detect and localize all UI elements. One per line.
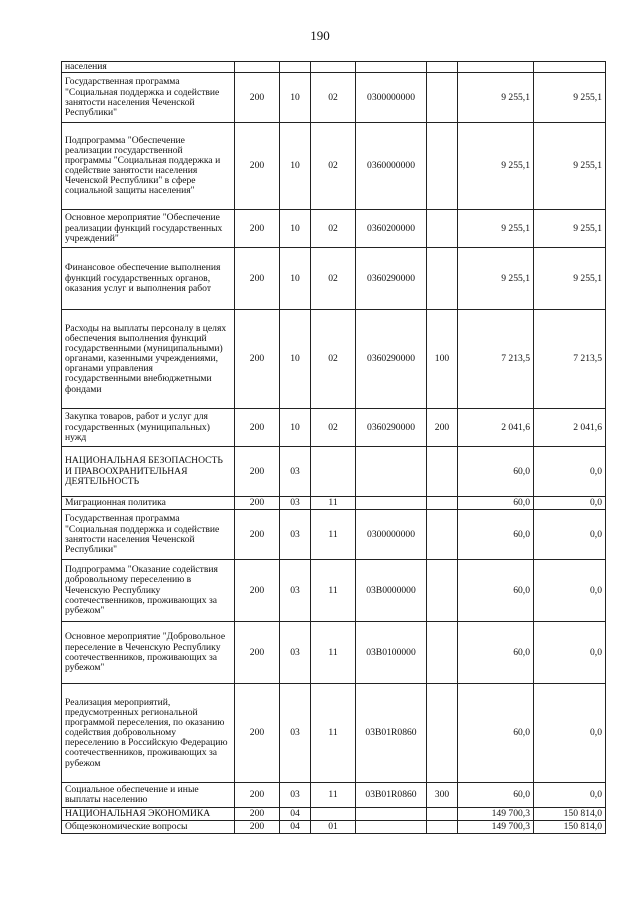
amount-year2-cell <box>534 62 606 73</box>
section-code-cell: 10 <box>280 210 311 248</box>
target-article-cell: 0360290000 <box>356 409 427 447</box>
amount-year1-cell: 60,0 <box>458 560 534 622</box>
target-article-cell: 0300000000 <box>356 510 427 560</box>
section-code-cell: 10 <box>280 73 311 123</box>
amount-year1-cell: 7 213,5 <box>458 310 534 409</box>
ved-code-cell: 200 <box>235 808 280 821</box>
ved-code-cell: 200 <box>235 447 280 497</box>
budget-table <box>61 61 606 834</box>
target-article-cell: 03В0100000 <box>356 622 427 684</box>
row-name-cell: Подпрограмма "Обеспечение реализации государственной программы "Социальная поддержка и содействие занятости населения Чеченской Республики" в сфере социальной защиты населения" <box>62 123 235 210</box>
row-name-cell: Основное мероприятие "Обеспечение реализации функций государственных учреждений" <box>62 210 235 248</box>
amount-year1-cell: 60,0 <box>458 447 534 497</box>
section-code-cell: 03 <box>280 560 311 622</box>
table-row <box>62 210 606 248</box>
target-article-cell <box>356 447 427 497</box>
target-article-cell: 03В0000000 <box>356 560 427 622</box>
expense-type-cell <box>427 510 458 560</box>
table-row <box>62 783 606 808</box>
expense-type-cell <box>427 684 458 783</box>
row-name-cell: НАЦИОНАЛЬНАЯ ЭКОНОМИКА <box>62 808 235 821</box>
subsection-code-cell: 11 <box>311 622 356 684</box>
target-article-cell: 0360200000 <box>356 210 427 248</box>
expense-type-cell: 300 <box>427 783 458 808</box>
row-name-cell: Подпрограмма "Оказание содействия добровольному переселению в Чеченскую Республику соотечественников, проживающих за рубежом" <box>62 560 235 622</box>
amount-year2-cell: 9 255,1 <box>534 73 606 123</box>
expense-type-cell <box>427 821 458 834</box>
table-row <box>62 560 606 622</box>
ved-code-cell: 200 <box>235 409 280 447</box>
table-row <box>62 622 606 684</box>
amount-year2-cell: 0,0 <box>534 560 606 622</box>
target-article-cell <box>356 62 427 73</box>
section-code-cell: 04 <box>280 808 311 821</box>
section-code-cell: 10 <box>280 409 311 447</box>
table-body <box>62 62 606 834</box>
target-article-cell: 0360290000 <box>356 310 427 409</box>
subsection-code-cell: 11 <box>311 510 356 560</box>
row-name-cell: Расходы на выплаты персоналу в целях обеспечения выполнения функций государственными (муниципальными) органами, казенными учреждениями, органами управления государственными внебюджетными фондами <box>62 310 235 409</box>
subsection-code-cell <box>311 447 356 497</box>
amount-year2-cell: 0,0 <box>534 622 606 684</box>
ved-code-cell: 200 <box>235 783 280 808</box>
amount-year2-cell: 0,0 <box>534 447 606 497</box>
expense-type-cell <box>427 447 458 497</box>
row-name-cell: Реализация мероприятий, предусмотренных региональной программой переселения, по оказанию содействия добровольному переселению в Российскую Федерацию соотечественников, проживающих за рубежом <box>62 684 235 783</box>
amount-year1-cell: 60,0 <box>458 622 534 684</box>
table-row <box>62 447 606 497</box>
subsection-code-cell: 02 <box>311 409 356 447</box>
subsection-code-cell: 02 <box>311 310 356 409</box>
section-code-cell: 04 <box>280 821 311 834</box>
subsection-code-cell: 11 <box>311 684 356 783</box>
expense-type-cell: 100 <box>427 310 458 409</box>
section-code-cell: 10 <box>280 248 311 310</box>
amount-year2-cell: 9 255,1 <box>534 123 606 210</box>
ved-code-cell: 200 <box>235 497 280 510</box>
section-code-cell: 03 <box>280 510 311 560</box>
subsection-code-cell: 11 <box>311 497 356 510</box>
ved-code-cell: 200 <box>235 821 280 834</box>
row-name-cell: Государственная программа "Социальная поддержка и содействие занятости населения Чеченской Республики" <box>62 510 235 560</box>
subsection-code-cell: 11 <box>311 560 356 622</box>
ved-code-cell <box>235 62 280 73</box>
ved-code-cell: 200 <box>235 684 280 783</box>
row-name-cell: Миграционная политика <box>62 497 235 510</box>
section-code-cell <box>280 62 311 73</box>
table-row <box>62 808 606 821</box>
amount-year1-cell: 9 255,1 <box>458 210 534 248</box>
ved-code-cell: 200 <box>235 310 280 409</box>
amount-year1-cell: 60,0 <box>458 783 534 808</box>
amount-year1-cell: 9 255,1 <box>458 248 534 310</box>
row-name-cell: Финансовое обеспечение выполнения функций государственных органов, оказания услуг и выполнения работ <box>62 248 235 310</box>
amount-year1-cell: 60,0 <box>458 510 534 560</box>
amount-year2-cell: 9 255,1 <box>534 248 606 310</box>
section-code-cell: 03 <box>280 684 311 783</box>
row-name-cell: НАЦИОНАЛЬНАЯ БЕЗОПАСНОСТЬ И ПРАВООХРАНИТЕЛЬНАЯ ДЕЯТЕЛЬНОСТЬ <box>62 447 235 497</box>
amount-year1-cell: 2 041,6 <box>458 409 534 447</box>
amount-year2-cell: 150 814,0 <box>534 808 606 821</box>
amount-year2-cell: 0,0 <box>534 497 606 510</box>
target-article-cell: 0360290000 <box>356 248 427 310</box>
target-article-cell <box>356 821 427 834</box>
table-row <box>62 248 606 310</box>
amount-year1-cell: 149 700,3 <box>458 821 534 834</box>
table-row <box>62 497 606 510</box>
table-row <box>62 510 606 560</box>
table-row <box>62 123 606 210</box>
row-name-cell: Закупка товаров, работ и услуг для государственных (муниципальных) нужд <box>62 409 235 447</box>
amount-year2-cell: 0,0 <box>534 510 606 560</box>
table-row <box>62 409 606 447</box>
target-article-cell: 0300000000 <box>356 73 427 123</box>
target-article-cell <box>356 497 427 510</box>
subsection-code-cell: 01 <box>311 821 356 834</box>
target-article-cell: 0360000000 <box>356 123 427 210</box>
target-article-cell: 03В01R0860 <box>356 783 427 808</box>
table-row <box>62 73 606 123</box>
amount-year1-cell: 149 700,3 <box>458 808 534 821</box>
amount-year1-cell: 60,0 <box>458 684 534 783</box>
ved-code-cell: 200 <box>235 560 280 622</box>
amount-year1-cell: 9 255,1 <box>458 73 534 123</box>
section-code-cell: 03 <box>280 447 311 497</box>
subsection-code-cell <box>311 808 356 821</box>
table-row <box>62 684 606 783</box>
expense-type-cell <box>427 123 458 210</box>
row-name-cell: Основное мероприятие "Добровольное переселение в Чеченскую Республику соотечественников, проживающих за рубежом" <box>62 622 235 684</box>
expense-type-cell <box>427 62 458 73</box>
amount-year2-cell: 7 213,5 <box>534 310 606 409</box>
amount-year2-cell: 0,0 <box>534 783 606 808</box>
ved-code-cell: 200 <box>235 73 280 123</box>
section-code-cell: 10 <box>280 123 311 210</box>
row-name-cell: Государственная программа "Социальная поддержка и содействие занятости населения Чеченской Республики" <box>62 73 235 123</box>
ved-code-cell: 200 <box>235 622 280 684</box>
subsection-code-cell <box>311 62 356 73</box>
expense-type-cell <box>427 497 458 510</box>
subsection-code-cell: 02 <box>311 73 356 123</box>
ved-code-cell: 200 <box>235 210 280 248</box>
row-name-cell: Общеэкономические вопросы <box>62 821 235 834</box>
expense-type-cell <box>427 622 458 684</box>
ved-code-cell: 200 <box>235 510 280 560</box>
ved-code-cell: 200 <box>235 123 280 210</box>
target-article-cell: 03В01R0860 <box>356 684 427 783</box>
section-code-cell: 10 <box>280 310 311 409</box>
row-name-cell: Социальное обеспечение и иные выплаты населению <box>62 783 235 808</box>
expense-type-cell: 200 <box>427 409 458 447</box>
subsection-code-cell: 02 <box>311 210 356 248</box>
section-code-cell: 03 <box>280 622 311 684</box>
section-code-cell: 03 <box>280 497 311 510</box>
expense-type-cell <box>427 560 458 622</box>
table-row <box>62 821 606 834</box>
subsection-code-cell: 02 <box>311 123 356 210</box>
ved-code-cell: 200 <box>235 248 280 310</box>
expense-type-cell <box>427 210 458 248</box>
subsection-code-cell: 02 <box>311 248 356 310</box>
expense-type-cell <box>427 248 458 310</box>
amount-year2-cell: 9 255,1 <box>534 210 606 248</box>
amount-year1-cell <box>458 62 534 73</box>
expense-type-cell <box>427 73 458 123</box>
amount-year2-cell: 150 814,0 <box>534 821 606 834</box>
section-code-cell: 03 <box>280 783 311 808</box>
amount-year2-cell: 0,0 <box>534 684 606 783</box>
table-row <box>62 62 606 73</box>
page-number: 190 <box>310 28 330 43</box>
row-name-cell: населения <box>62 62 235 73</box>
amount-year2-cell: 2 041,6 <box>534 409 606 447</box>
amount-year1-cell: 60,0 <box>458 497 534 510</box>
subsection-code-cell: 11 <box>311 783 356 808</box>
amount-year1-cell: 9 255,1 <box>458 123 534 210</box>
expense-type-cell <box>427 808 458 821</box>
table-row <box>62 310 606 409</box>
target-article-cell <box>356 808 427 821</box>
